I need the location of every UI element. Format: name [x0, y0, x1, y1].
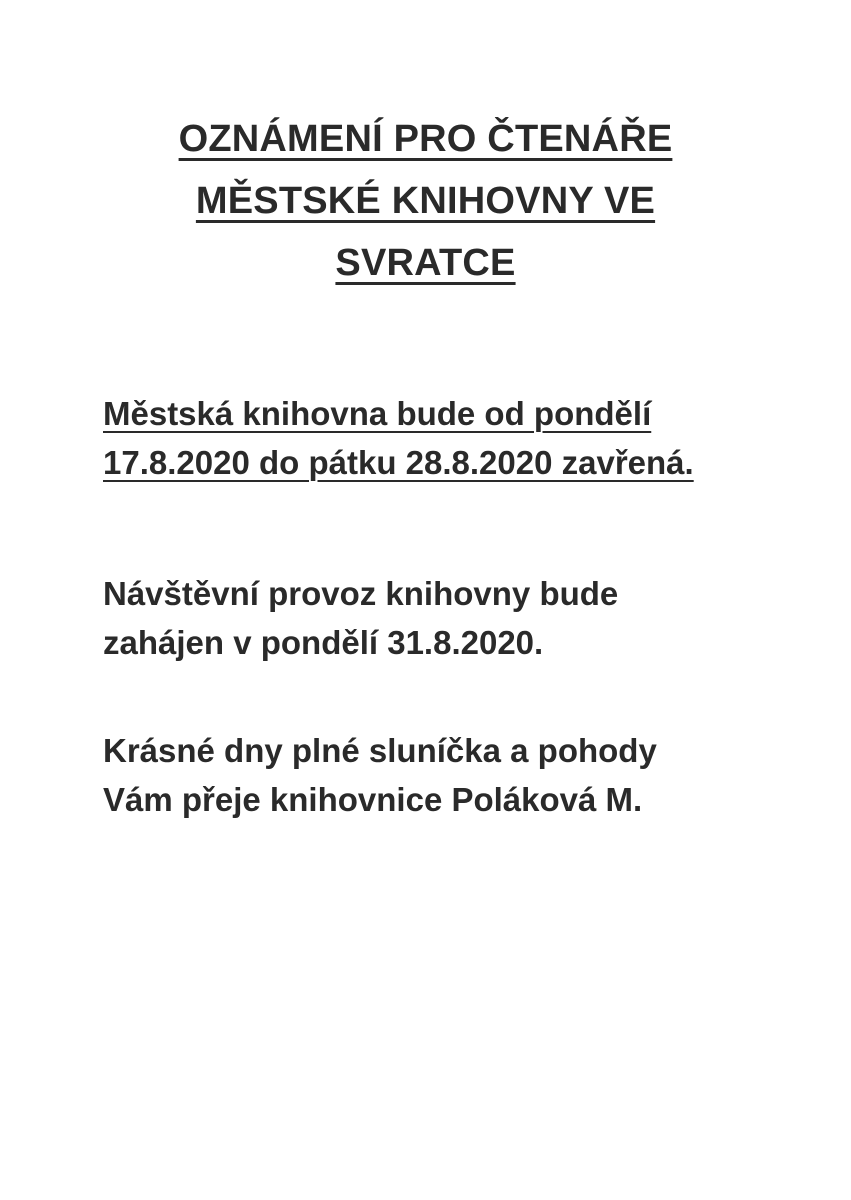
- closure-line-text: 17.8.2020 do pátku 28.8.2020 zavřená.: [103, 444, 694, 481]
- title-line-text: OZNÁMENÍ PRO ČTENÁŘE: [178, 118, 673, 160]
- title-line: [0, 108, 851, 170]
- wishes-line: Vám přeje knihovnice Poláková M.: [103, 781, 643, 818]
- notice-title: [0, 108, 851, 294]
- closure-line: [103, 438, 803, 487]
- wishes-line: Krásné dny plné sluníčka a pohody: [103, 732, 657, 769]
- opening-paragraph: [103, 569, 803, 667]
- title-line: [0, 170, 851, 232]
- title-line-text: SVRATCE: [335, 242, 516, 284]
- closure-paragraph: [103, 389, 803, 487]
- wishes-paragraph: [103, 726, 803, 824]
- opening-line: Návštěvní provoz knihovny bude: [103, 575, 619, 612]
- closure-line: [103, 389, 803, 438]
- opening-line: zahájen v pondělí 31.8.2020.: [103, 624, 544, 661]
- closure-line-text: Městská knihovna bude od pondělí: [103, 395, 652, 432]
- title-line: [0, 232, 851, 294]
- title-line-text: MĚSTSKÉ KNIHOVNY VE: [195, 180, 656, 222]
